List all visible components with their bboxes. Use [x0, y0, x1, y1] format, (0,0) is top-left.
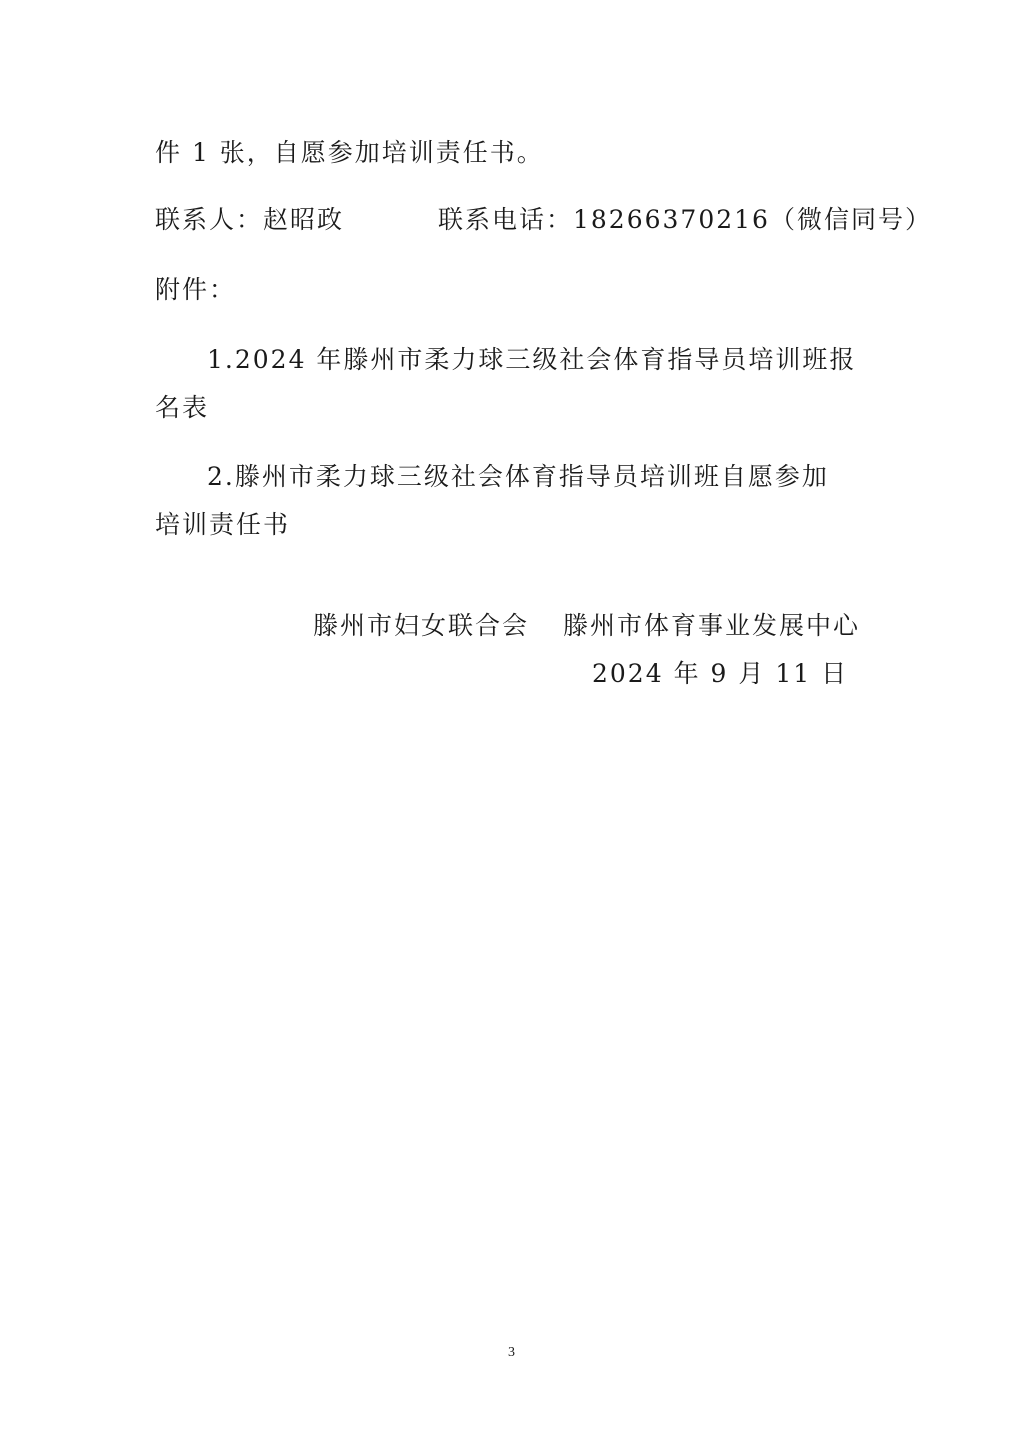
- contact-line: [155, 203, 932, 237]
- attachment-item-2-line-2: 培训责任书: [155, 510, 291, 539]
- body-text-line: 件 1 张，自愿参加培训责任书。: [155, 138, 544, 167]
- signature-org-1: 滕州市妇女联合会: [313, 611, 530, 640]
- signature-org-2: 滕州市体育事业发展中心: [563, 611, 861, 640]
- attachment-item-2-line-1: 2.滕州市柔力球三级社会体育指导员培训班自愿参加: [207, 462, 829, 491]
- contact-person: 联系人：赵昭政: [155, 205, 345, 234]
- attachments-heading: 附件：: [155, 275, 237, 304]
- page-number: 3: [508, 1345, 515, 1360]
- attachment-item-1-line-1: 1.2024 年滕州市柔力球三级社会体育指导员培训班报: [207, 345, 857, 374]
- contact-phone: 联系电话：18266370216（微信同号）: [438, 205, 932, 234]
- signature-date: 2024 年 9 月 11 日: [592, 659, 849, 688]
- attachment-item-1-line-2: 名表: [155, 393, 210, 422]
